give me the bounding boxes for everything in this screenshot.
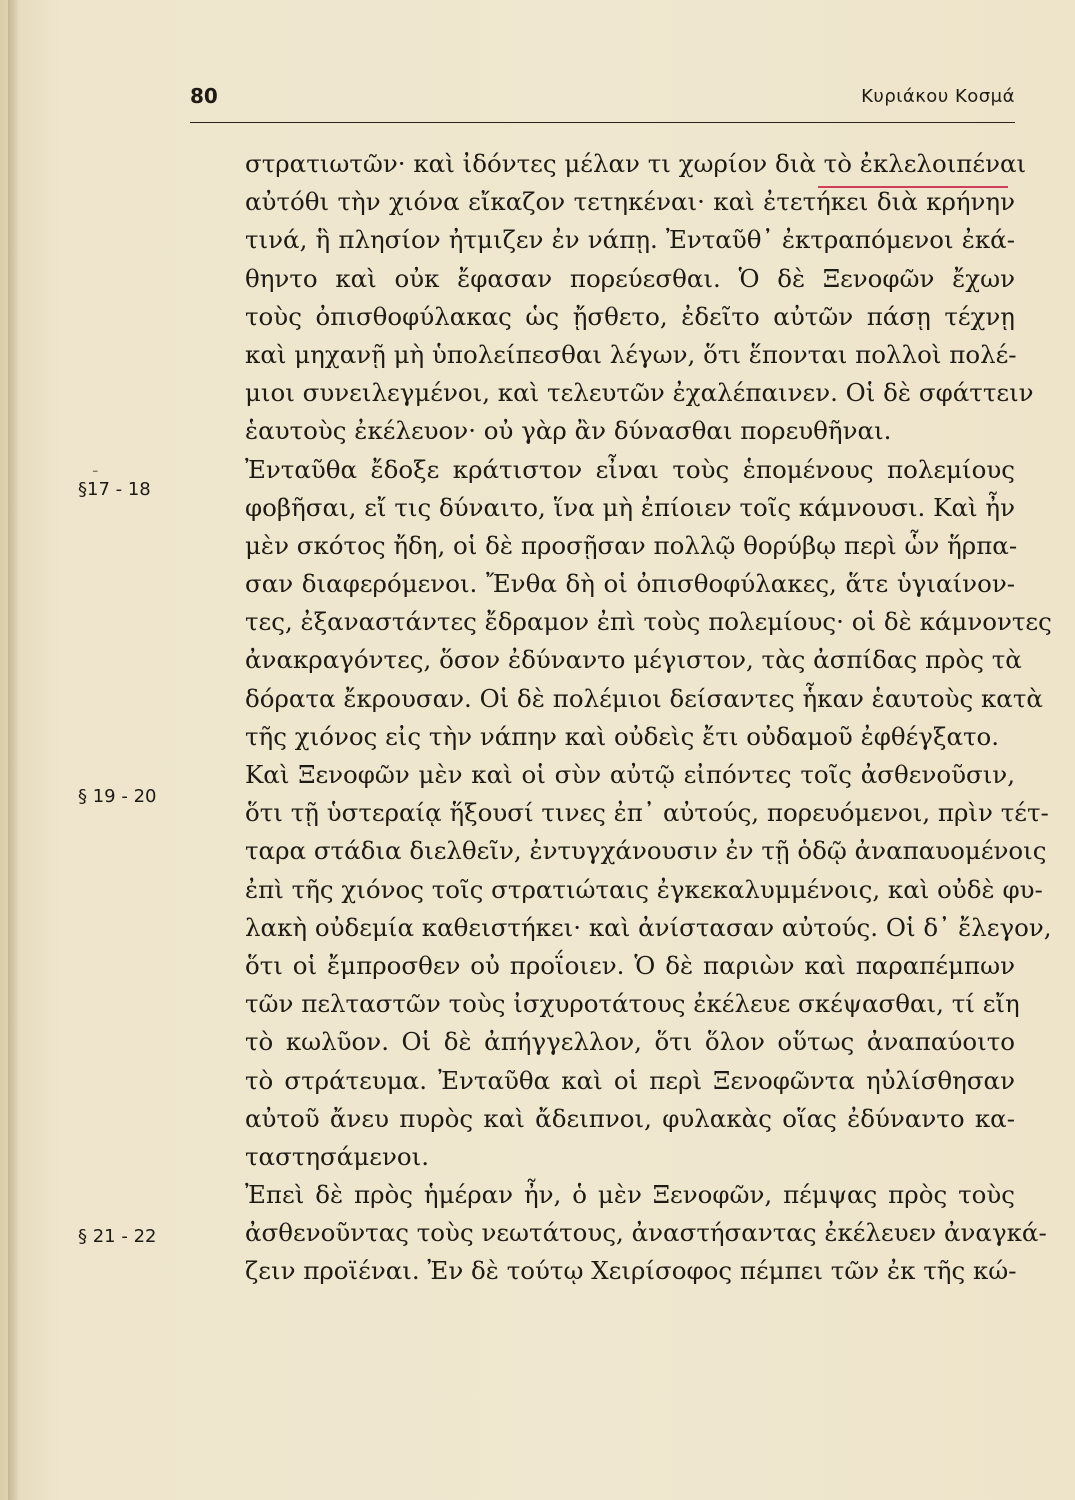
text-line: ἐπὶ τῆς χιόνος τοῖς στρατιώταις ἐγκεκαλυμμένοις, καὶ οὐδὲ φυ-	[245, 874, 1043, 904]
text-line: τῆς χιόνος εἰς τὴν νάπην καὶ οὐδεὶς ἔτι οὐδαμοῦ ἐφθέγξατο.	[245, 721, 1000, 751]
text-line: αὐτοῦ ἄνευ πυρὸς καὶ ἄδειπνοι, φυλακὰς οἵας ἐδύναντο κα-	[245, 1103, 1015, 1133]
text-line: ὅτι οἱ ἔμπροσθεν οὐ προΐοιεν. Ὁ δὲ παριὼν καὶ παραπέμπων	[245, 950, 1015, 980]
margin-ref-21-22: § 21 - 22	[78, 1226, 157, 1247]
text-line: ταρα στάδια διελθεῖν, ἐντυγχάνουσιν ἐν τῇ ὁδῷ ἀναπαυομένοις	[245, 836, 1047, 866]
text-line: τες, ἐξαναστάντες ἔδραμον ἐπὶ τοὺς πολεμίους· οἱ δὲ κάμνοντες	[245, 607, 1052, 637]
text-line: ἑαυτοὺς ἐκέλευον· οὐ γὰρ ἂν δύνασθαι πορευθῆναι.	[245, 416, 892, 446]
text-line: τὸ κωλῦον. Οἱ δὲ ἀπήγγελλον, ὅτι ὅλον οὕτως ἀναπαύοιτο	[245, 1027, 1015, 1057]
page-binding-shadow	[8, 0, 18, 1500]
text-line: Ἐνταῦθα ἔδοξε κράτιστον εἶναι τοὺς ἑπομένους πολεμίους	[245, 454, 1015, 484]
text-line: ἀσθενοῦντας τοὺς νεωτάτους, ἀναστήσαντας ἐκέλευεν ἀναγκά-	[245, 1218, 1047, 1248]
text-line: αὐτόθι τὴν χιόνα εἴκαζον τετηκέναι· καὶ ἐτετήκει διὰ κρήνην	[245, 187, 1015, 217]
text-line: καὶ μηχανῇ μὴ ὑπολείπεσθαι λέγων, ὅτι ἕπονται πολλοὶ πολέ-	[245, 339, 1017, 369]
text-line: ζειν προϊέναι. Ἐν δὲ τούτῳ Χειρίσοφος πέμπει τῶν ἐκ τῆς κώ-	[245, 1256, 1017, 1286]
margin-ref-19-20: § 19 - 20	[78, 786, 157, 807]
text-line: ταστησάμενοι.	[245, 1141, 429, 1171]
text-line: ἀνακραγόντες, ὅσον ἐδύναντο μέγιστον, τὰς ἀσπίδας πρὸς τὰ	[245, 645, 1022, 675]
text-line: θηντο καὶ οὐκ ἔφασαν πορεύεσθαι. Ὁ δὲ Ξενοφῶν ἔχων	[245, 263, 1015, 293]
text-line: τὸ στράτευμα. Ἐνταῦθα καὶ οἱ περὶ Ξενοφῶντα ηὐλίσθησαν	[245, 1065, 1015, 1095]
text-line: σαν διαφερόμενοι. Ἔνθα δὴ οἱ ὀπισθοφύλακες, ἅτε ὑγιαίνον-	[245, 569, 1015, 599]
text-line: δόρατα ἔκρουσαν. Οἱ δὲ πολέμιοι δείσαντες ἧκαν ἑαυτοὺς κατὰ	[245, 683, 1043, 713]
text-line: στρατιωτῶν· καὶ ἰδόντες μέλαν τι χωρίον διὰ τὸ ἐκλελοιπέναι	[245, 149, 1027, 178]
page-header	[190, 80, 1015, 116]
text-line: Καὶ Ξενοφῶν μὲν καὶ οἱ σὺν αὐτῷ εἰπόντες τοῖς ἀσθενοῦσιν,	[245, 760, 1015, 789]
text-line: τοὺς ὀπισθοφύλακας ὡς ᾔσθετο, ἐδεῖτο αὐτῶν πάσῃ τέχνῃ	[245, 301, 1015, 331]
body-text	[245, 145, 1052, 1291]
text-line: Ἐπεὶ δὲ πρὸς ἡμέραν ἦν, ὁ μὲν Ξενοφῶν, πέμψας πρὸς τοὺς	[245, 1180, 1015, 1210]
text-line: τῶν πελταστῶν τοὺς ἰσχυροτάτους ἐκέλευε σκέψασθαι, τί εἴη	[245, 989, 1020, 1019]
running-head: Κυριάκου Κοσμά	[861, 86, 1015, 107]
header-rule	[190, 122, 1015, 123]
page-number: 80	[190, 84, 218, 108]
text-line: τινά, ἣ πλησίον ἠτμιζεν ἐν νάπῃ. Ἐνταῦθ᾽ ἐκτραπόμενοι ἐκά-	[245, 225, 1015, 255]
text-line: μιοι συνειλεγμένοι, καὶ τελευτῶν ἐχαλέπαινεν. Οἱ δὲ σφάττειν	[245, 378, 1034, 408]
text-line: ὅτι τῇ ὑστεραίᾳ ἥξουσί τινες ἐπ᾽ αὐτούς, πορευόμενοι, πρὶν τέτ-	[245, 798, 1049, 828]
text-line: λακὴ οὐδεμία καθειστήκει· καὶ ἀνίστασαν αὐτούς. Οἱ δ᾽ ἔλεγον,	[245, 912, 1052, 942]
text-line: μὲν σκότος ἤδη, οἱ δὲ προσῇσαν πολλῷ θορύβῳ περὶ ὧν ἥρπα-	[245, 530, 1018, 560]
margin-ref-17-18: §17 - 18	[78, 479, 151, 500]
margin-dash-mark: -	[92, 460, 99, 481]
text-line: φοβῆσαι, εἴ τις δύναιτο, ἵνα μὴ ἐπίοιεν τοῖς κάμνουσι. Καὶ ἦν	[245, 492, 1015, 522]
